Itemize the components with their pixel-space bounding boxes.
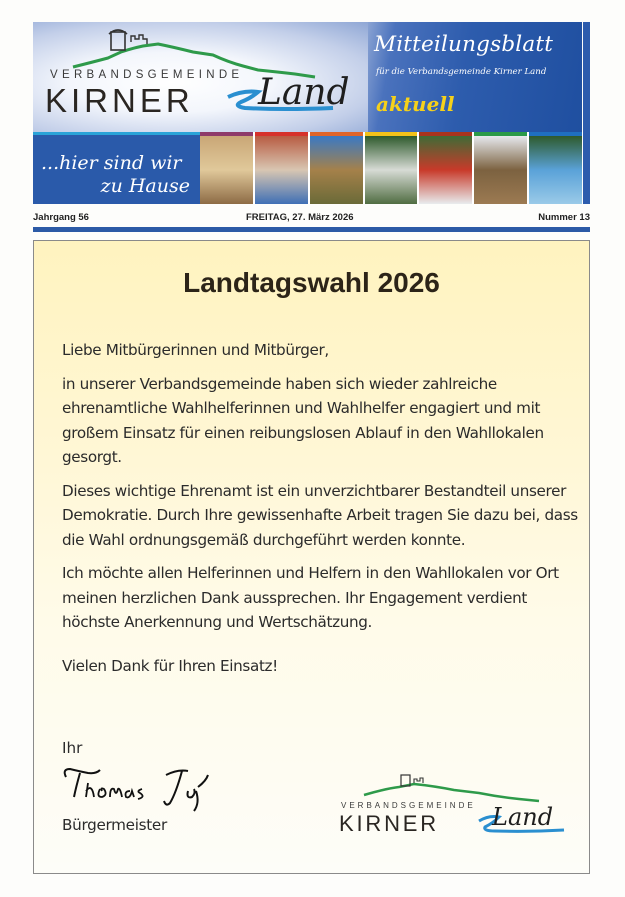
newsletter-title: Mitteilungsblatt [374,32,554,57]
photo-tile-brick-building [255,132,308,204]
photo-strip [200,132,582,204]
sign-off: Ihr [62,739,83,757]
signature-image [58,763,228,813]
salutation: Liebe Mitbürgerinnen und Mitbürger, [62,341,329,359]
logo-verbandsgemeinde-text: VERBANDSGEMEINDE [50,69,244,81]
newsletter-subtitle: für die Verbandsgemeinde Kirner Land [376,67,547,77]
slogan-panel [33,132,200,204]
slogan-line-2: zu Hause [100,175,190,197]
masthead-title-panel [368,22,582,132]
footer-logo-verbandsgemeinde: VERBANDSGEMEINDE [341,801,476,810]
closing-line: Vielen Dank für Ihren Einsatz! [62,656,278,675]
logo-land-text: Land [258,72,350,113]
divider-rule [33,227,590,232]
article-body [62,338,582,687]
article-title: Landtagswahl 2026 [183,267,440,298]
footer-logo [339,773,579,843]
paragraph-3: Ich möchte allen Helferinnen und Helfern in den Wahllokalen vor Ort meinen herzlichen Dank aussprechen. Ihr Engagement verdient höchste Anerkennung und Wertschätzung. [62,564,559,631]
logo-kirner-text: KIRNER [45,82,194,119]
photo-tile-house-garden [365,132,418,204]
footer-logo-land: Land [492,803,554,831]
photo-tile-tree-tower [474,132,527,204]
footer-logo-kirner: KIRNER [339,811,439,836]
slogan-line-1: ...hier sind wir [41,152,182,174]
masthead [33,22,582,204]
article-card [33,240,590,874]
issue-date: FREITAG, 27. März 2026 [246,212,354,223]
signer-title: Bürgermeister [62,816,167,834]
newsletter-tag: aktuell [376,92,455,116]
photo-tile-swimming-pool [529,132,582,204]
photo-tile-red-sculpture [419,132,472,204]
photo-tile-castle-tower [310,132,363,204]
photo-tile-palace-facade [200,132,253,204]
issue-number: Nummer 13 [538,212,590,223]
volume-label: Jahrgang 56 [33,212,89,223]
paragraph-2: Dieses wichtige Ehrenamt ist ein unverzichtbarer Bestandteil unserer Demokratie. Durch Ihre gewissenhafte Arbeit tragen Sie dazu bei, dass die Wahl ordnungsgemäß durchgeführt werden konnte. [62,481,578,549]
masthead-logo [33,22,378,132]
masthead-side-bar [583,22,590,204]
paragraph-1: in unserer Verbandsgemeinde haben sich wieder zahlreiche ehrenamtliche Wahlhelferinnen und Wahlhelfer engagiert und mit großem Einsatz für einen reibungslosen Ablauf in den Wahllokalen gesorgt. [62,374,544,466]
